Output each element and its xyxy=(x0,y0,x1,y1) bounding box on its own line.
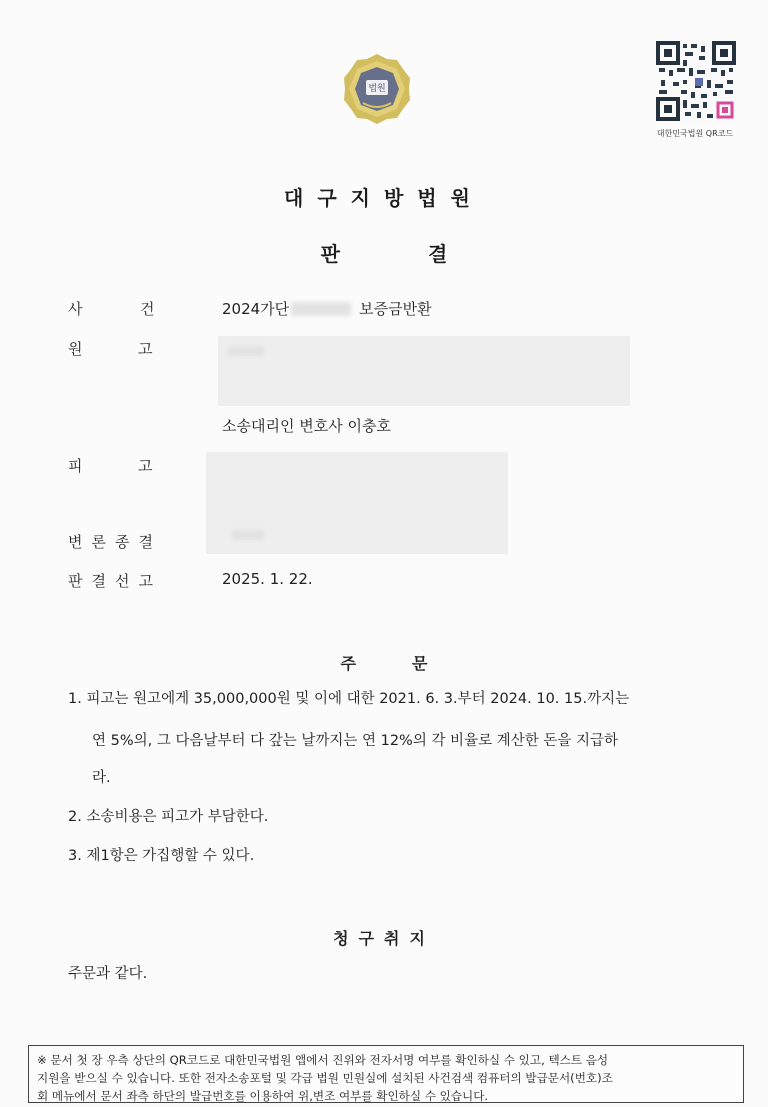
closing-label: 변론종결 xyxy=(68,533,162,551)
plaintiff-attorney: 소송대리인 변호사 이충호 xyxy=(222,417,391,435)
main-order-title-char-1: 주 xyxy=(340,654,356,673)
defendant-label-char-2: 고 xyxy=(138,457,153,475)
judgment-date-label: 판결선고 xyxy=(68,572,162,590)
notice-line-3: 회 메뉴에서 문서 좌측 하단의 발급번호를 이용하여 위,변조 여부를 확인하실 수 있습니다. xyxy=(37,1089,489,1103)
claim-text: 주문과 같다. xyxy=(68,966,148,982)
case-label-char-1: 사 xyxy=(68,300,83,318)
qr-code-icon[interactable] xyxy=(655,40,737,122)
redacted-defendant xyxy=(206,452,508,554)
defendant-label-char-1: 피 xyxy=(68,457,83,475)
notice-line-2: 지원을 받으실 수 있습니다. 또한 전자소송포털 및 각급 법원 민원실에 설치된 사건검색 컴퓨터의 발급문서(번호)조 xyxy=(37,1071,613,1085)
case-name: 보증금반환 xyxy=(359,300,432,318)
order-item-1-line-2: 연 5%의, 그 다음날부터 다 갚는 날까지는 연 12%의 각 비율로 계산한 돈을 지급하 xyxy=(92,733,618,749)
doc-title xyxy=(0,238,768,267)
claim-title: 청구취지 xyxy=(333,929,435,948)
doc-title-char-1: 판 xyxy=(320,242,340,266)
main-order-title xyxy=(0,651,768,674)
main-order-title-char-2: 문 xyxy=(412,654,428,673)
plaintiff-label-char-1: 원 xyxy=(68,340,83,358)
order-item-1-line-3: 라. xyxy=(92,770,111,786)
court-name: 대구지방법원 xyxy=(284,186,484,210)
court-emblem-icon xyxy=(340,52,414,126)
notice-box xyxy=(28,1045,744,1103)
order-item-3: 3. 제1항은 가집행할 수 있다. xyxy=(68,848,255,864)
plaintiff-label-char-2: 고 xyxy=(138,340,153,358)
qr-caption: 대한민국법원 QR코드 xyxy=(656,129,734,138)
case-label xyxy=(68,298,168,318)
case-number-prefix: 2024가단 xyxy=(222,300,290,318)
doc-title-char-2: 결 xyxy=(428,242,448,266)
notice-line-1: ※ 문서 첫 장 우측 상단의 QR코드로 대한민국법원 앱에서 진위와 전자서명 여부를 확인하실 수 있고, 텍스트 음성 xyxy=(37,1053,609,1067)
redacted-case-number xyxy=(291,302,351,316)
order-item-2: 2. 소송비용은 피고가 부담한다. xyxy=(68,809,269,825)
order-item-1-line-1: 1. 피고는 원고에게 35,000,000원 및 이에 대한 2021. 6. 3.부터 2024. 10. 15.까지는 xyxy=(68,691,630,707)
case-label-char-2: 건 xyxy=(140,300,155,318)
defendant-label xyxy=(68,455,168,475)
redacted-plaintiff xyxy=(218,336,630,406)
case-number xyxy=(222,298,432,319)
judgment-date: 2025. 1. 22. xyxy=(222,570,313,588)
plaintiff-label xyxy=(68,338,168,358)
emblem-text: 법원 xyxy=(368,84,386,94)
